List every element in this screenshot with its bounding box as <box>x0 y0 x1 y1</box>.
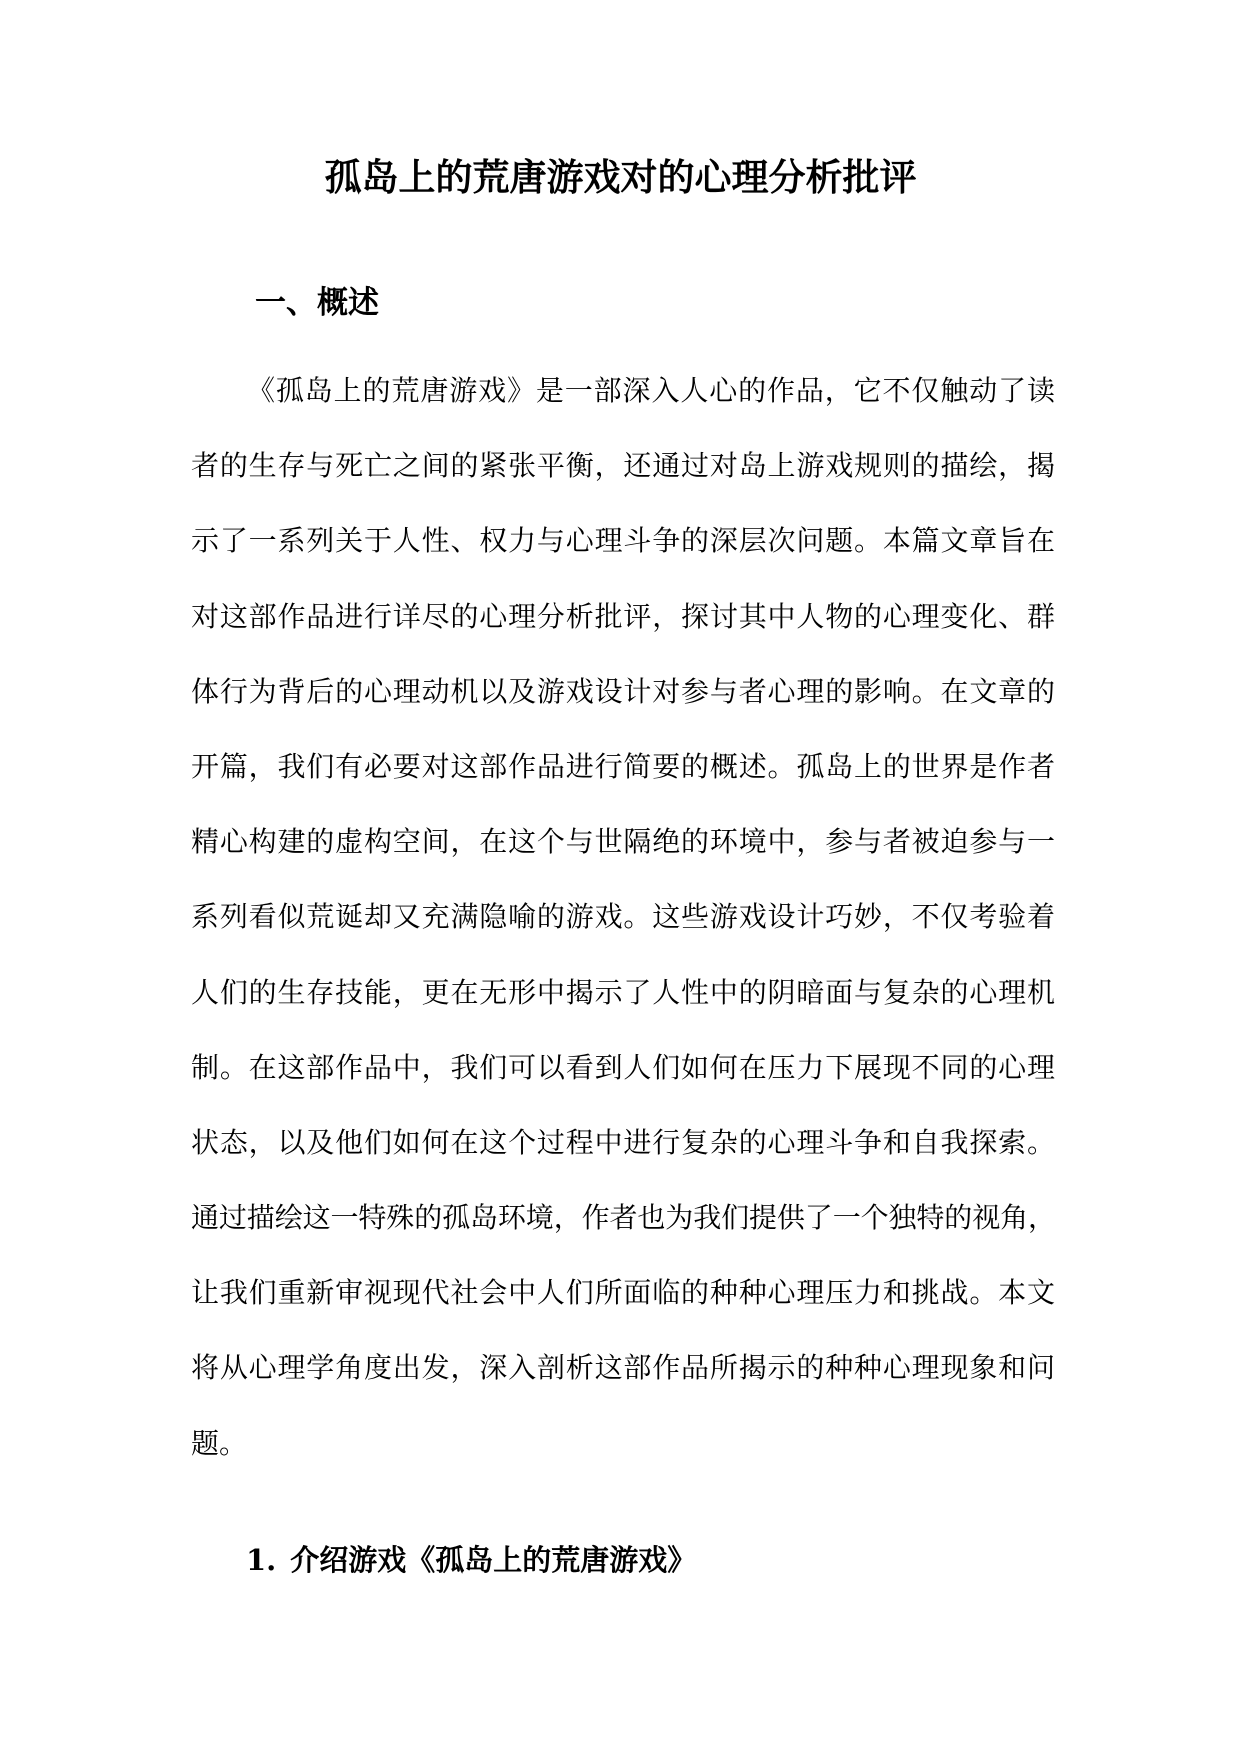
paragraph-line: 将从心理学角度出发，深入剖析这部作品所揭示的种种心理现象和问 <box>191 1351 1055 1385</box>
section-heading-overview: 一、概述 <box>255 285 379 321</box>
subheading-text: 介绍游戏《孤岛上的荒唐游戏》 <box>290 1543 697 1577</box>
paragraph-line: 体行为背后的心理动机以及游戏设计对参与者心理的影响。在文章的 <box>191 674 1055 708</box>
paragraph-line: 让我们重新审视现代社会中人们所面临的种种心理压力和挑战。本文 <box>191 1276 1055 1310</box>
paragraph-line: 制。在这部作品中，我们可以看到人们如何在压力下展现不同的心理 <box>191 1050 1055 1084</box>
paragraph-line: 系列看似荒诞却又充满隐喻的游戏。这些游戏设计巧妙，不仅考验着 <box>191 900 1055 934</box>
paragraph-line: 通过描绘这一特殊的孤岛环境，作者也为我们提供了一个独特的视角， <box>191 1201 1055 1235</box>
document-title: 孤岛上的荒唐游戏对的心理分析批评 <box>324 155 917 199</box>
paragraph-line: 开篇，我们有必要对这部作品进行简要的概述。孤岛上的世界是作者 <box>191 749 1055 783</box>
subheading-number: 1. <box>246 1543 277 1577</box>
overview-paragraph <box>191 353 1055 1481</box>
paragraph-line: 示了一系列关于人性、权力与心理斗争的深层次问题。本篇文章旨在 <box>191 524 1055 558</box>
paragraph-line: 对这部作品进行详尽的心理分析批评，探讨其中人物的心理变化、群 <box>191 599 1055 633</box>
paragraph-line: 人们的生存技能，更在无形中揭示了人性中的阴暗面与复杂的心理机 <box>191 975 1055 1009</box>
paragraph-line: 题。 <box>191 1426 248 1460</box>
paragraph-line: 精心构建的虚构空间，在这个与世隔绝的环境中，参与者被迫参与一 <box>191 825 1055 859</box>
paragraph-line: 状态，以及他们如何在这个过程中进行复杂的心理斗争和自我探索。 <box>191 1125 1055 1159</box>
subheading-introduce-game <box>246 1540 696 1580</box>
paragraph-line: 《孤岛上的荒唐游戏》是一部深入人心的作品，它不仅触动了读 <box>247 374 1055 407</box>
paragraph-line: 者的生存与死亡之间的紧张平衡，还通过对岛上游戏规则的描绘，揭 <box>191 449 1055 483</box>
